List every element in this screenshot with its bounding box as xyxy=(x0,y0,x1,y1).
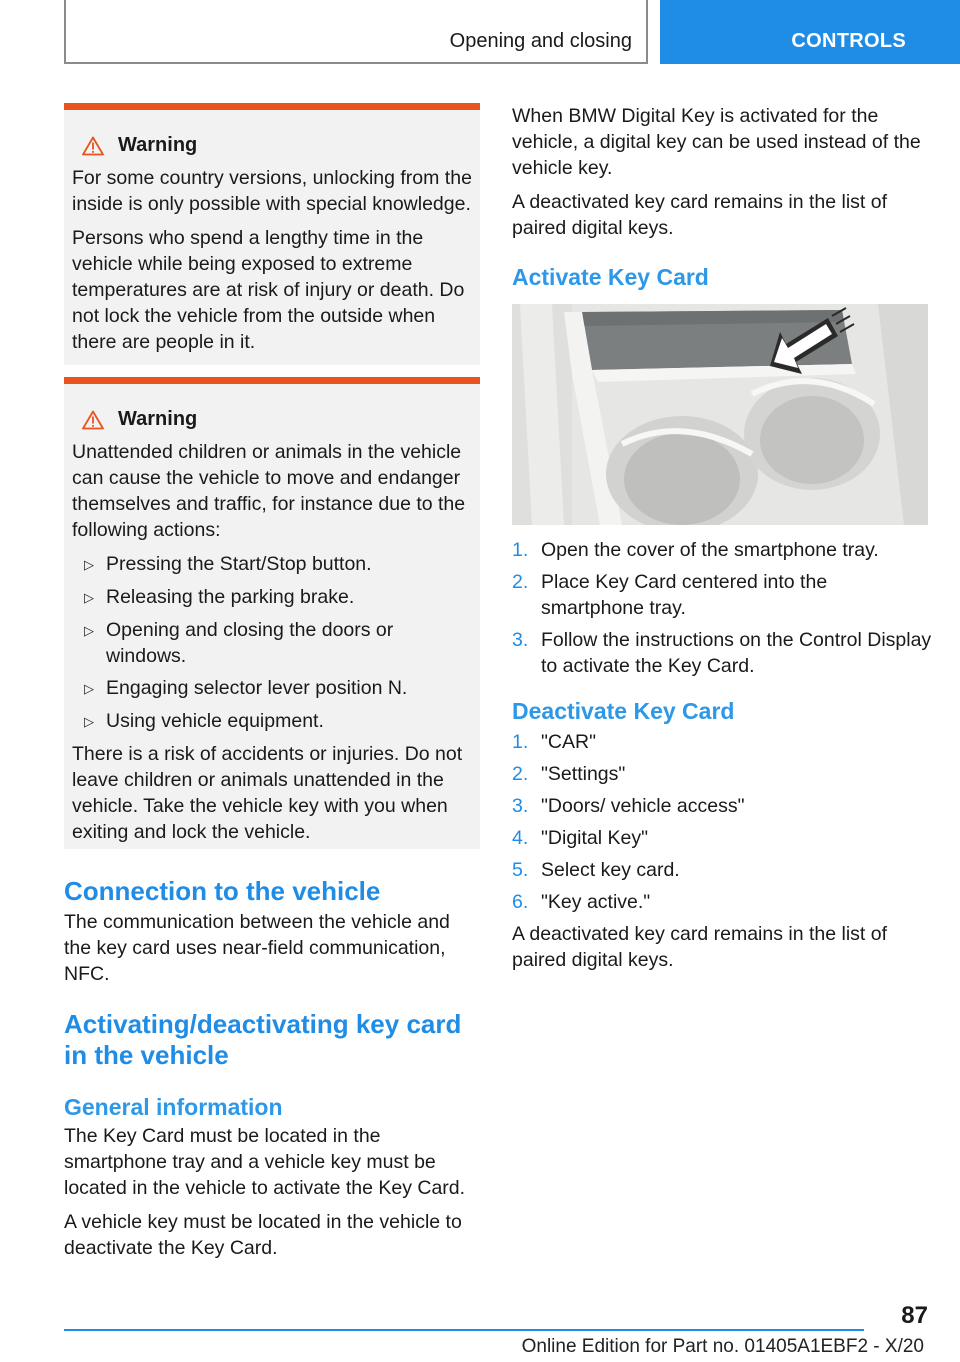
warning-triangle-icon xyxy=(82,410,104,430)
bullet-text: Engaging selector lever position N. xyxy=(106,677,408,699)
warning-title: Warning xyxy=(118,408,198,430)
warning-title: Warning xyxy=(118,134,198,156)
bullet-item xyxy=(72,584,472,611)
chapter-tab xyxy=(660,0,960,64)
step-item xyxy=(512,627,932,679)
step-number: 4. xyxy=(512,827,529,849)
step-number: 1. xyxy=(512,731,529,753)
step-item xyxy=(512,761,932,787)
triangle-bullet-icon: ▷ xyxy=(84,623,94,638)
body-paragraph: A deactivated key card remains in the list of paired digital keys. xyxy=(512,191,888,239)
header-frame xyxy=(64,0,648,64)
warning-box-2 xyxy=(64,377,480,849)
subsection-heading: Activate Key Card xyxy=(512,264,709,290)
body-paragraph: The Key Card must be located in the smartphone tray and a vehicle key must be located in the vehicle to activate the Key Card. xyxy=(64,1125,466,1199)
edition-footer: Online Edition for Part no. 01405A1EBF2 - X/20 xyxy=(521,1336,924,1357)
step-text: Open the cover of the smartphone tray. xyxy=(541,539,879,561)
bullet-text: Using vehicle equipment. xyxy=(106,710,324,732)
step-item xyxy=(512,729,932,755)
step-number: 3. xyxy=(512,795,529,817)
warning-intro: Unattended children or animals in the vehicle can cause the vehicle to move and endanger themselves and traffic, for instance due to the following actions: xyxy=(72,441,466,541)
bullet-text: Releasing the parking brake. xyxy=(106,586,355,608)
step-number: 2. xyxy=(512,571,529,593)
body-paragraph: When BMW Digital Key is activated for the vehicle, a digital key can be used instead of the vehicle key. xyxy=(512,105,921,179)
bullet-item xyxy=(72,551,472,578)
footer-rule xyxy=(64,1329,864,1331)
step-number: 1. xyxy=(512,539,529,561)
body-paragraph: The communication between the vehicle and the key card uses near-field communication, NFC. xyxy=(64,911,450,985)
warning-heading xyxy=(82,408,472,431)
bullet-text: Opening and closing the doors or windows. xyxy=(106,619,394,667)
step-text: Place Key Card centered into the smartphone tray. xyxy=(541,571,828,619)
bullet-text: Pressing the Start/Stop button. xyxy=(106,553,372,575)
step-number: 3. xyxy=(512,629,529,651)
triangle-bullet-icon: ▷ xyxy=(84,557,94,572)
step-number: 6. xyxy=(512,891,529,913)
triangle-bullet-icon: ▷ xyxy=(84,681,94,696)
bullet-item xyxy=(72,708,472,735)
step-item xyxy=(512,857,932,883)
body-paragraph: A deactivated key card remains in the list of paired digital keys. xyxy=(512,923,888,971)
warning-box-1 xyxy=(64,103,480,365)
step-item xyxy=(512,889,932,915)
step-item xyxy=(512,569,932,621)
smartphone-tray-illustration xyxy=(512,304,928,525)
bullet-item xyxy=(72,675,472,702)
warning-paragraph: Persons who spend a lengthy time in the vehicle while being exposed to extreme temperatures are at risk of injury or death. Do not lock the vehicle from the outside when there are people in it. xyxy=(72,227,465,353)
triangle-bullet-icon: ▷ xyxy=(84,714,94,729)
warning-heading xyxy=(82,134,472,157)
step-item xyxy=(512,793,932,819)
warning-triangle-icon xyxy=(82,136,104,156)
warning-paragraph: For some country versions, unlocking from the inside is only possible with special knowledge. xyxy=(72,167,472,215)
step-item xyxy=(512,825,932,851)
bullet-item xyxy=(72,617,472,669)
step-text: "Key active." xyxy=(541,891,651,913)
step-text: "Digital Key" xyxy=(541,827,649,849)
section-title: Opening and closing xyxy=(449,30,632,52)
body-paragraph: A vehicle key must be located in the vehicle to deactivate the Key Card. xyxy=(64,1211,462,1259)
step-number: 5. xyxy=(512,859,529,881)
left-column-body xyxy=(64,876,482,1269)
smartphone-tray-drawing xyxy=(512,304,928,525)
warning-outro: There is a risk of accidents or injuries. Do not leave children or animals unattended in the vehicle. Take the vehicle key with you when exiting and lock the vehicle. xyxy=(72,743,463,843)
step-text: "Doors/ vehicle access" xyxy=(541,795,745,817)
step-text: "Settings" xyxy=(541,763,626,785)
step-number: 2. xyxy=(512,763,529,785)
right-column-top xyxy=(512,103,930,291)
section-heading: Activating/deactivating key card in the vehicle xyxy=(64,1009,462,1070)
triangle-bullet-icon: ▷ xyxy=(84,590,94,605)
step-text: "CAR" xyxy=(541,731,597,753)
right-column-steps xyxy=(512,537,932,981)
section-heading: Connection to the vehicle xyxy=(64,876,381,906)
step-text: Select key card. xyxy=(541,859,680,881)
page-number: 87 xyxy=(901,1302,928,1329)
subsection-heading: General information xyxy=(64,1094,283,1120)
chapter-tab-label: CONTROLS xyxy=(791,30,906,52)
step-item xyxy=(512,537,932,563)
subsection-heading: Deactivate Key Card xyxy=(512,698,735,724)
step-text: Follow the instructions on the Control Display to activate the Key Card. xyxy=(541,629,932,677)
